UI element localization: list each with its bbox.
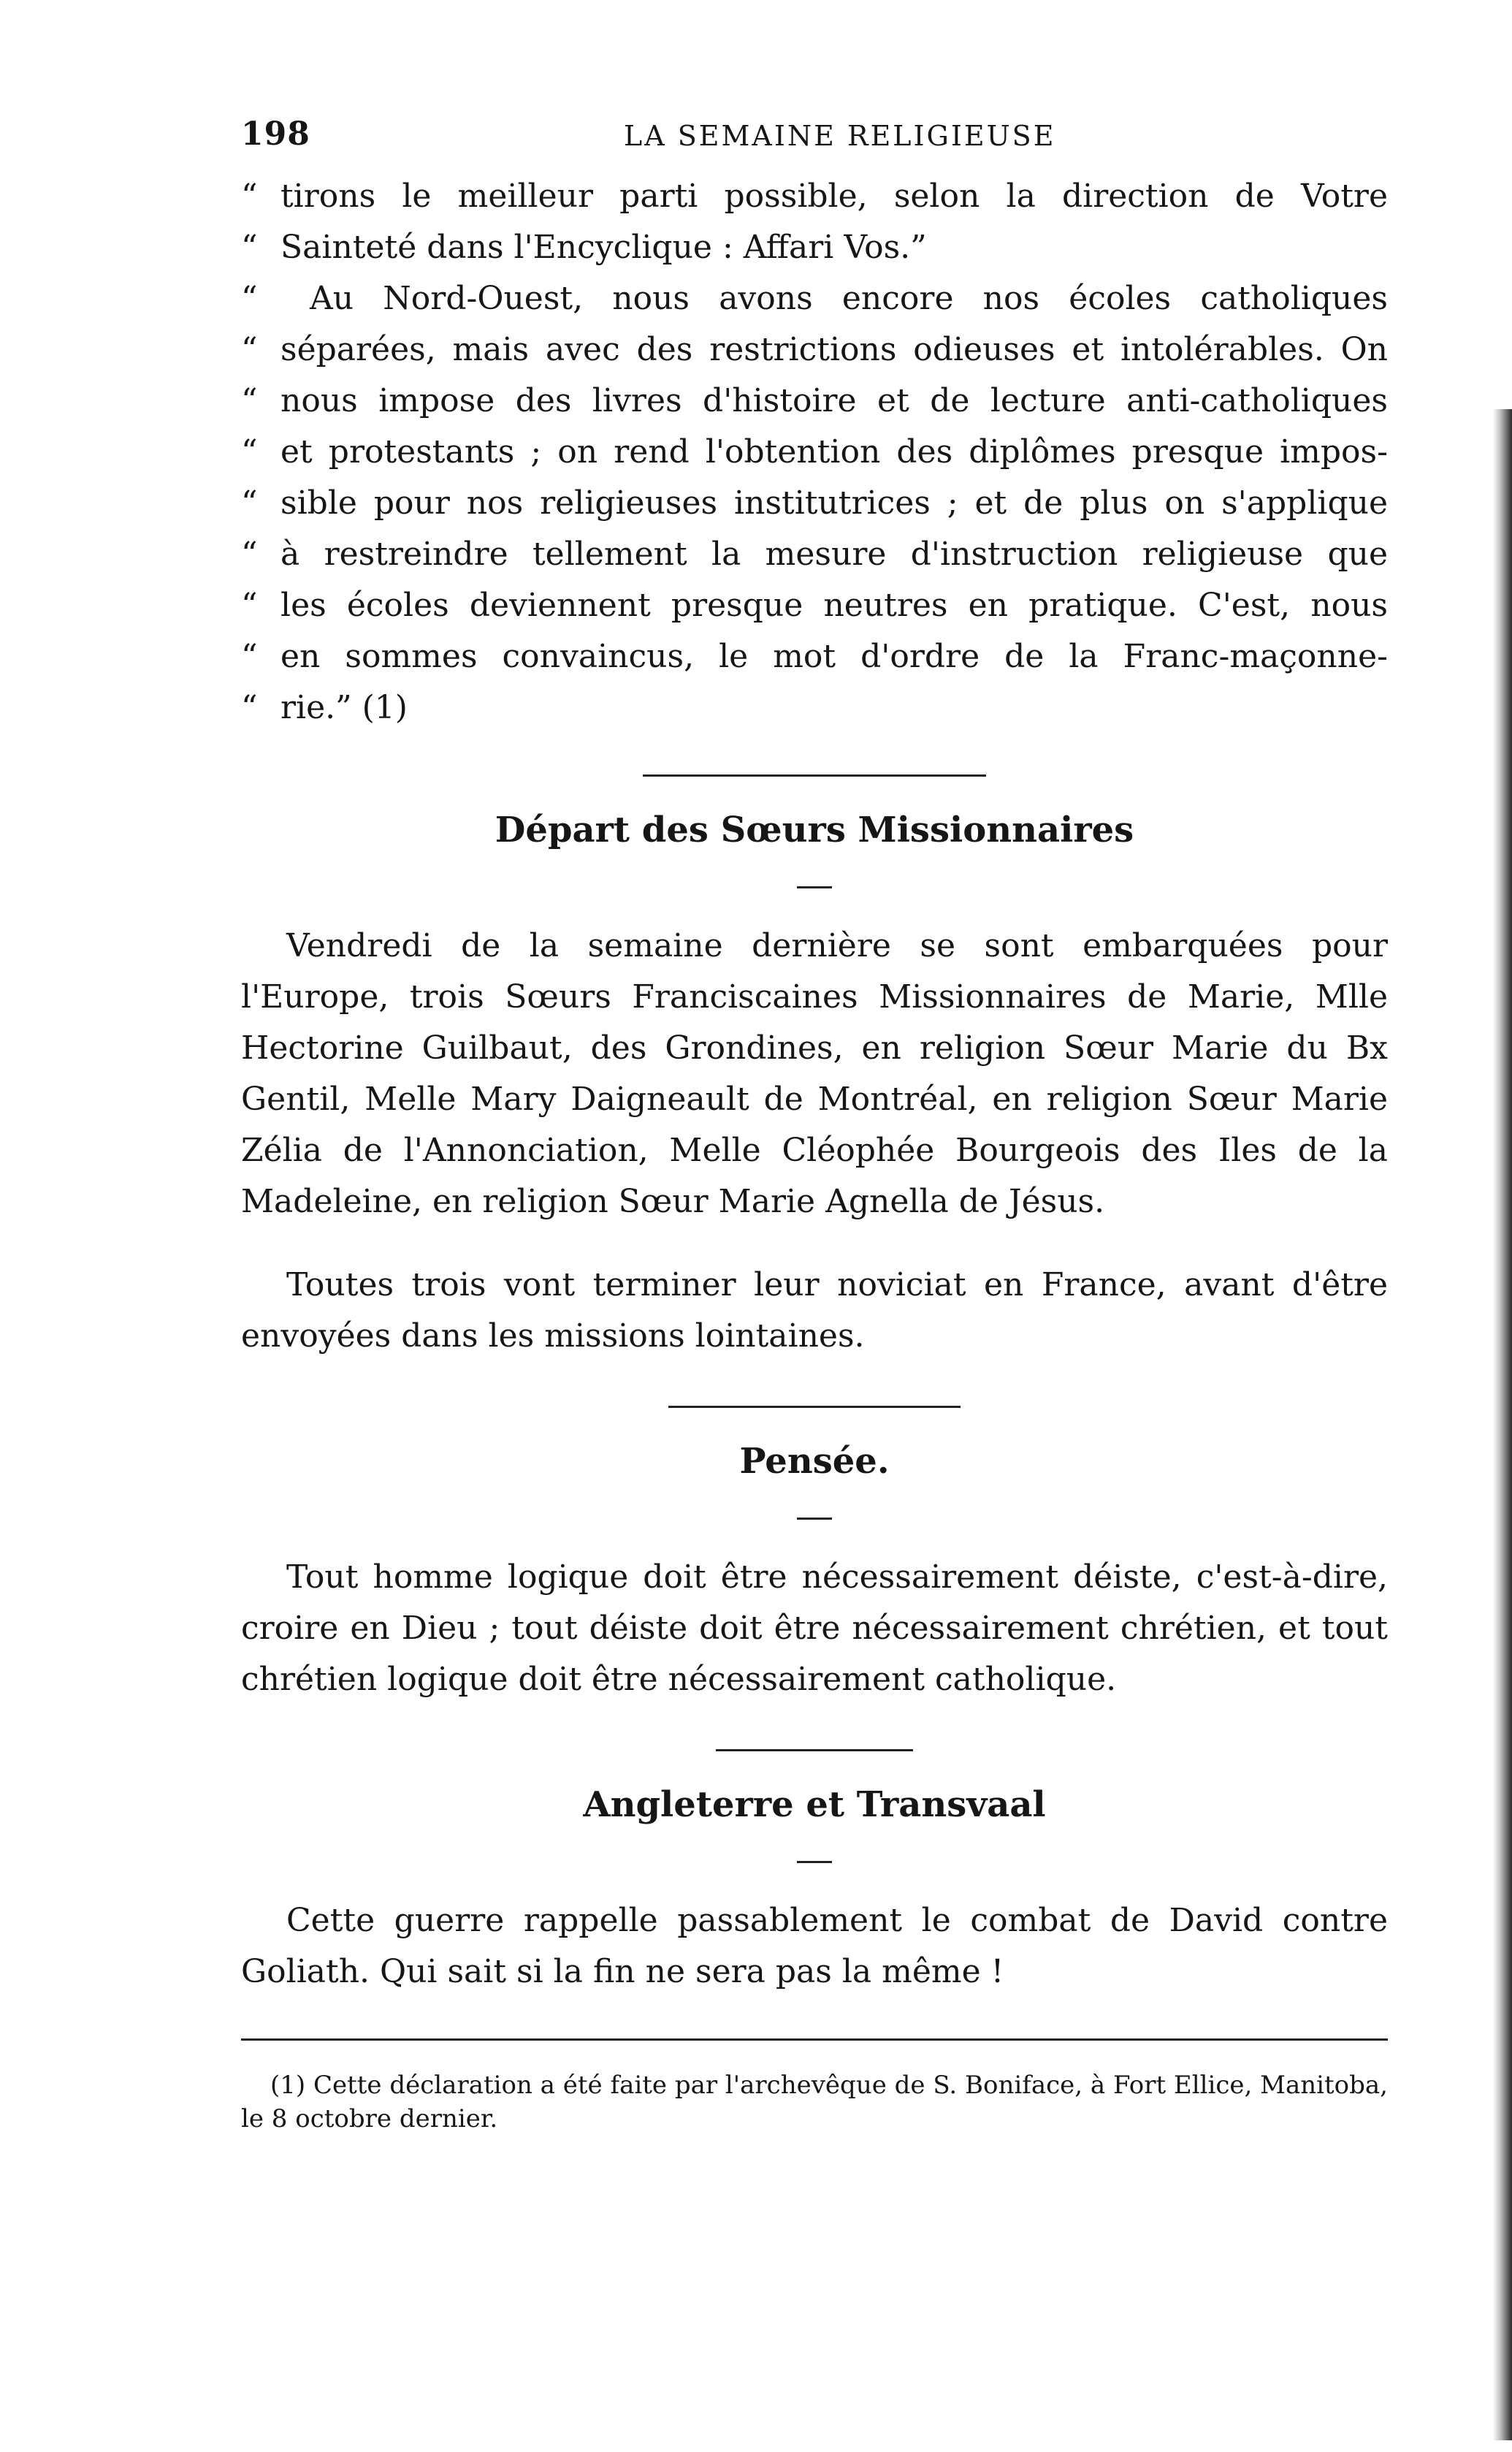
- quote-line: [241, 478, 1388, 529]
- quote-mark: “: [241, 433, 258, 471]
- paragraph: Cette guerre rappelle passablement le combat de David contre Goliath. Qui sait si la fin ne sera pas la même !: [241, 1902, 1388, 1990]
- quote-mark: “: [241, 536, 258, 573]
- page-edge-shadow: [1493, 409, 1512, 2440]
- quote-line-text: Au Nord-Ouest, nous avons encore nos écoles catholiques: [310, 280, 1388, 317]
- quote-line-text: sible pour nos religieuses institutrices ; et de plus on s'applique: [280, 484, 1388, 522]
- quoted-passage: [241, 171, 1388, 734]
- quote-line-text: nous impose des livres d'histoire et de lecture anti-catholiques: [280, 382, 1388, 419]
- quote-line-text: et protestants ; on rend l'obtention des diplômes presque impos-: [280, 433, 1388, 471]
- quote-line-text: tirons le meilleur parti possible, selon la direction de Votre: [280, 178, 1388, 215]
- quote-line: [241, 631, 1388, 682]
- section-title-pensee: Pensée.: [739, 1441, 890, 1482]
- quote-mark: “: [241, 229, 258, 266]
- section-divider: [643, 774, 986, 777]
- quote-line: [241, 273, 1388, 324]
- title-dash: [797, 886, 832, 888]
- footnote-rule: [241, 2038, 1388, 2041]
- title-dash: [797, 1518, 832, 1520]
- quote-line: [241, 580, 1388, 631]
- running-head: [241, 110, 1388, 161]
- quote-mark: “: [241, 178, 258, 215]
- quote-line: [241, 682, 1388, 734]
- section-divider: [716, 1749, 913, 1751]
- journal-title: LA SEMAINE RELIGIEUSE: [624, 120, 1056, 152]
- quote-line-text: à restreindre tellement la mesure d'instruction religieuse que: [280, 536, 1388, 573]
- quote-mark: “: [241, 331, 258, 368]
- paragraph: Tout homme logique doit être nécessairement déiste, c'est-à-dire, croire en Dieu ; tout déiste doit être nécessairement chrétien, et tout chrétien logique doit être nécessairement catholique.: [241, 1558, 1388, 1698]
- quote-mark: “: [241, 484, 258, 522]
- quote-line-text: en sommes convaincus, le mot d'ordre de la Franc-maçonne-: [280, 638, 1388, 675]
- section-divider: [668, 1406, 961, 1408]
- quote-mark: “: [241, 689, 258, 726]
- document-page: [241, 110, 1388, 2160]
- paragraph: Toutes trois vont terminer leur noviciat en France, avant d'être envoyées dans les missions lointaines.: [241, 1266, 1388, 1355]
- quote-line: [241, 529, 1388, 580]
- quote-line: [241, 376, 1388, 427]
- quote-line: [241, 171, 1388, 222]
- page-number: 198: [241, 115, 310, 153]
- quote-mark: “: [241, 587, 258, 624]
- quote-mark: “: [241, 280, 258, 317]
- quote-line: [241, 324, 1388, 376]
- quote-line-text: séparées, mais avec des restrictions odieuses et intolérables. On: [280, 331, 1388, 368]
- quote-line-text: rie.” (1): [280, 689, 408, 726]
- footnote: (1) Cette déclaration a été faite par l'archevêque de S. Boniface, à Fort Ellice, Manitoba, le 8 octobre dernier.: [241, 2071, 1388, 2133]
- section-title-depart: Départ des Sœurs Missionnaires: [495, 810, 1134, 850]
- quote-mark: “: [241, 638, 258, 675]
- quote-line: [241, 222, 1388, 273]
- quote-line-text: Sainteté dans l'Encyclique : Affari Vos.”: [280, 229, 927, 266]
- paragraph: Vendredi de la semaine dernière se sont embarquées pour l'Europe, trois Sœurs Franciscaines Missionnaires de Marie, Mlle Hectorine Guilbaut, des Grondines, en religion Sœur Marie du Bx Gentil, Melle Mary Daigneault de Montréal, en religion Sœur Marie Zélia de l'Annonciation, Melle Cléophée Bourgeois des Iles de la Madeleine, en religion Sœur Marie Agnella de Jésus.: [241, 927, 1388, 1220]
- quote-mark: “: [241, 382, 258, 419]
- title-dash: [797, 1861, 832, 1863]
- quote-line-text: les écoles deviennent presque neutres en pratique. C'est, nous: [280, 587, 1388, 624]
- section-title-angleterre: Angleterre et Transvaal: [583, 1784, 1046, 1825]
- quote-line: [241, 427, 1388, 478]
